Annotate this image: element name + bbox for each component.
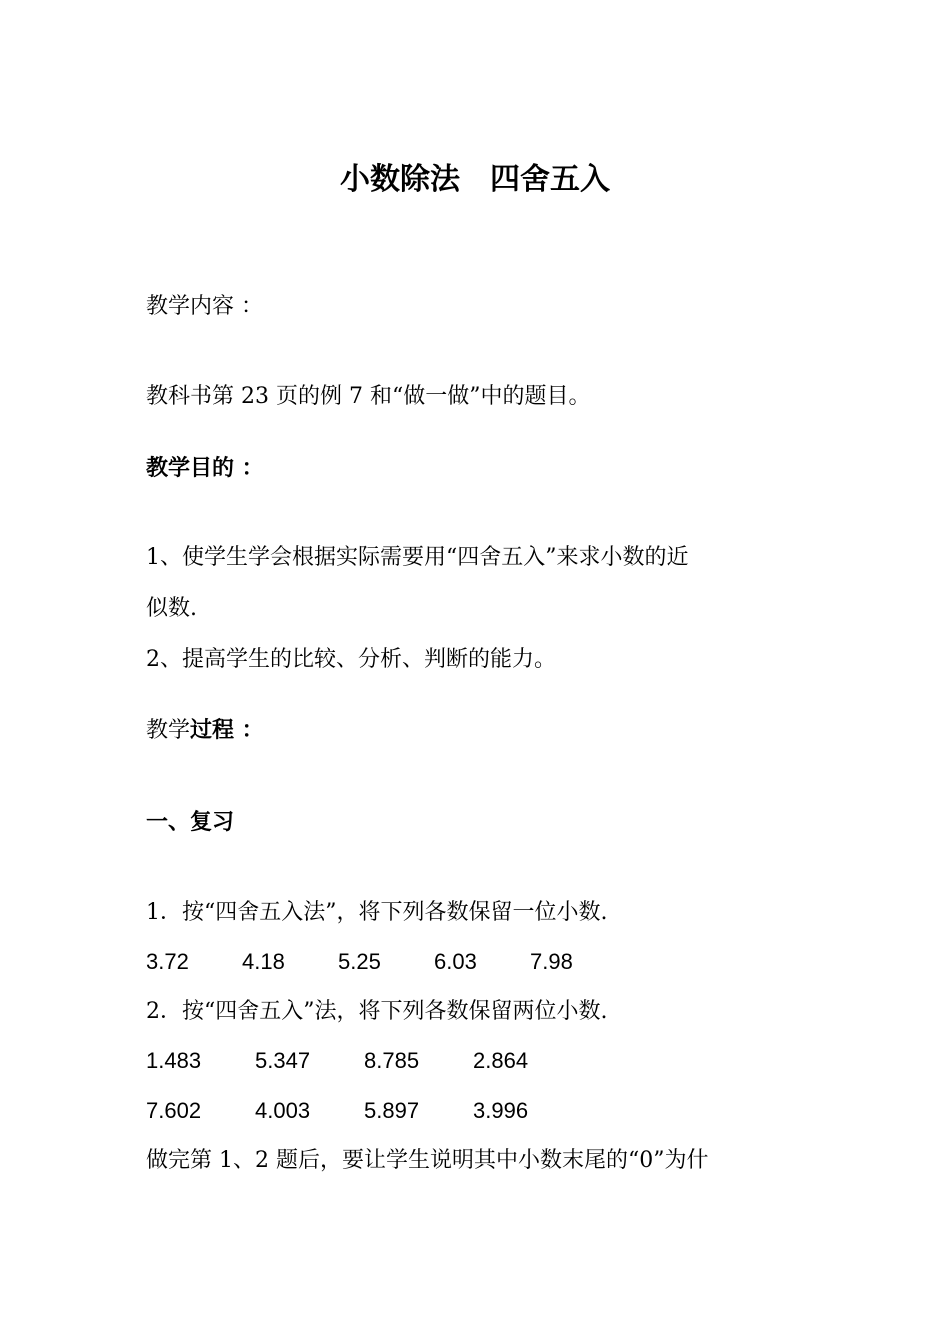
number-item: 5.897 xyxy=(364,1098,420,1123)
number-item: 1.483 xyxy=(146,1048,202,1073)
number-item: 7.602 xyxy=(146,1098,202,1123)
number-item: 4.003 xyxy=(255,1098,311,1123)
content-heading: 教学内容 ： xyxy=(146,294,263,319)
number-item: 8.785 xyxy=(364,1048,420,1073)
process-heading xyxy=(146,715,264,746)
number-item: 5.347 xyxy=(255,1048,311,1073)
number-item: 3.996 xyxy=(473,1098,529,1123)
number-item: 6.03 xyxy=(434,949,477,974)
exercise-2: 2．按“四舍五入”法，将下列各数保留两位小数. xyxy=(146,999,608,1024)
content-text: 教科书第 23 页的例 7 和“做一做”中的题目。 xyxy=(146,384,591,409)
number-item: 5.25 xyxy=(338,949,381,974)
goal-1-line-2: 似数. xyxy=(146,596,197,621)
exercise-1: 1．按“四舍五入法”，将下列各数保留一位小数. xyxy=(146,900,608,925)
exercise-2-numbers-row-1 xyxy=(146,1046,582,1076)
exercise-2-numbers-row-2 xyxy=(146,1096,582,1126)
note-text: 做完第 1、2 题后，要让学生说明其中小数末尾的“0”为什 xyxy=(146,1148,709,1173)
section-review-heading: 一、复习 xyxy=(146,809,235,835)
goal-2: 2、提高学生的比较、分析、判断的能力。 xyxy=(146,647,556,672)
goal-1-line-1: 1、使学生学会根据实际需要用“四舍五入”来求小数的近 xyxy=(146,545,689,570)
process-heading-bold: 过程 ： xyxy=(190,717,264,743)
number-item: 4.18 xyxy=(242,949,285,974)
page-title: 小数除法 四舍五入 xyxy=(340,162,610,197)
number-item: 3.72 xyxy=(146,949,189,974)
goal-heading: 教学目的 ： xyxy=(146,455,264,481)
exercise-1-numbers xyxy=(146,947,626,977)
number-item: 2.864 xyxy=(473,1048,529,1073)
process-heading-prefix: 教学 xyxy=(146,718,191,743)
number-item: 7.98 xyxy=(530,949,573,974)
